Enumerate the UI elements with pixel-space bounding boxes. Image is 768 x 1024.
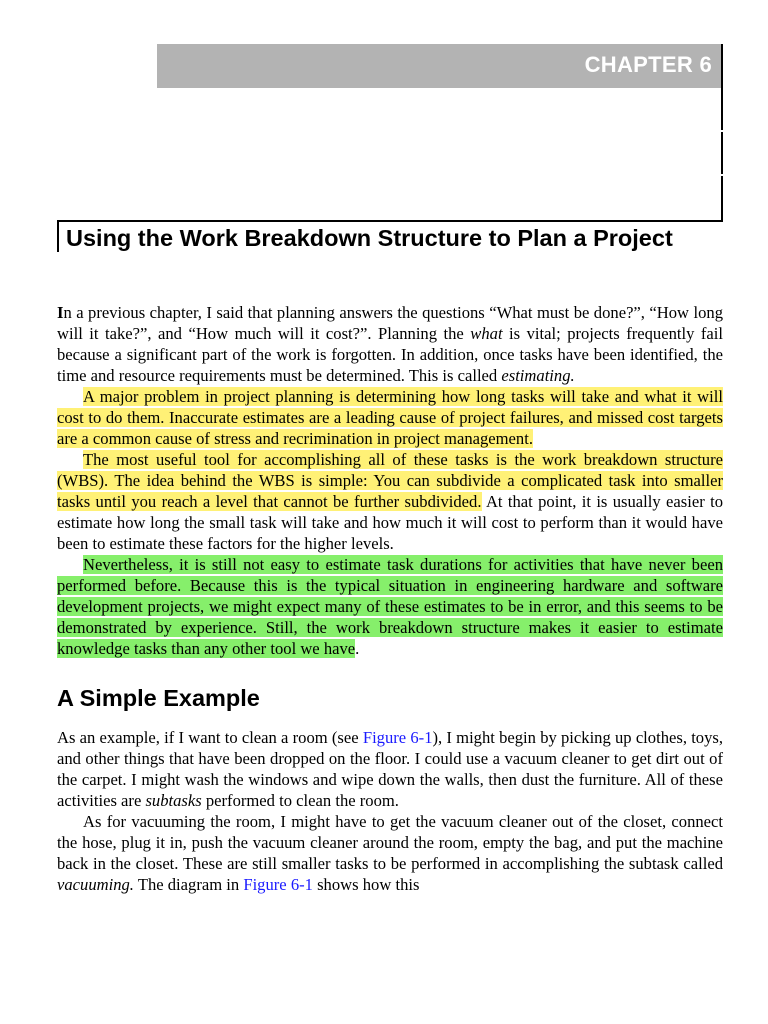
right-rule-segment [721,88,723,130]
text-run: As for vacuuming the room, I might have to get the vacuum cleaner out of the closet, connect the hose, plug it in, push the vacuum cleaner around the room, empty the bag, and put the machine back in the closet. These are still smaller tasks to be performed in accomplishing the subtask called [57,812,723,873]
chapter-banner [157,44,722,88]
text-run: . [355,639,360,658]
text-run: shows how this [312,875,420,894]
title-top-rule [57,220,723,222]
chapter-label: CHAPTER 6 [584,52,712,77]
figure-link[interactable]: Figure 6-1 [362,728,433,747]
section-heading: A Simple Example [57,685,260,711]
yellow-highlight: The most useful tool for accomplishing all of these tasks is the work breakdown structure (WBS). The idea behind the WBS is simple: You can subdivide a complicated task into smaller tasks until you reach a level that cannot be further subdivided. [57,450,723,511]
text-run: At that point, it is usually easier to estimate how long the small task will take and how much it will cost to perform than it would have been to estimate these factors for the higher levels. [57,492,723,553]
text-run: As an example, if I want to clean a room (see [57,728,363,747]
emphasis: vacuuming. [57,875,134,894]
title-left-rule [57,220,59,252]
text-run: is vital; projects frequently fail because a significant part of the work is forgotten. In addition, once tasks have been identified, the time and resource requirements must be determined. This is called [57,324,723,385]
emphasis: what [470,324,503,343]
figure-link[interactable]: Figure 6-1 [243,875,313,894]
example-paragraph [57,727,723,811]
emphasis: subtasks [145,791,202,810]
right-rule-segment [721,176,723,222]
right-rule-segment [721,132,723,174]
yellow-highlight: A major problem in project planning is determining how long tasks will take and what it will cost to do them. Inaccurate estimates are a leading cause of project failures, and missed cost targets are a common cause of stress and recrimination in project management. [57,387,723,448]
vacuuming-paragraph [57,811,723,895]
text-run: n a previous chapter, I said that planning answers the questions “What must be done?”, “How long will it take?”, and “How much will it cost?”. Planning the [57,303,723,343]
drop-cap: I [57,303,64,322]
text-run: The diagram in [133,875,244,894]
green-highlight: Nevertheless, it is still not easy to estimate task durations for activities that have never been performed before. Because this is the typical situation in engineering hardware and software development projects, we might expect many of these estimates to be in error, and this seems to be demonstrated by experience. Still, the work breakdown structure makes it easier to estimate knowledge tasks than any other tool we have [57,555,723,658]
estimation-problem-paragraph [57,386,723,449]
text-run: performed to clean the room. [201,791,399,810]
banner-right-rule [721,44,723,88]
intro-paragraph [57,302,723,386]
text-run: ), I might begin by picking up clothes, toys, and other things that have been dropped on the floor. I could use a vacuum cleaner to get dirt out of the carpet. I might wash the windows and wipe down the walls, then dust the furniture. All of these activities are [57,728,723,810]
chapter-title: Using the Work Breakdown Structure to Plan a Project [66,225,673,251]
body-text [57,302,723,895]
wbs-paragraph [57,449,723,554]
emphasis: estimating. [501,366,575,385]
knowledge-tasks-paragraph [57,554,723,659]
